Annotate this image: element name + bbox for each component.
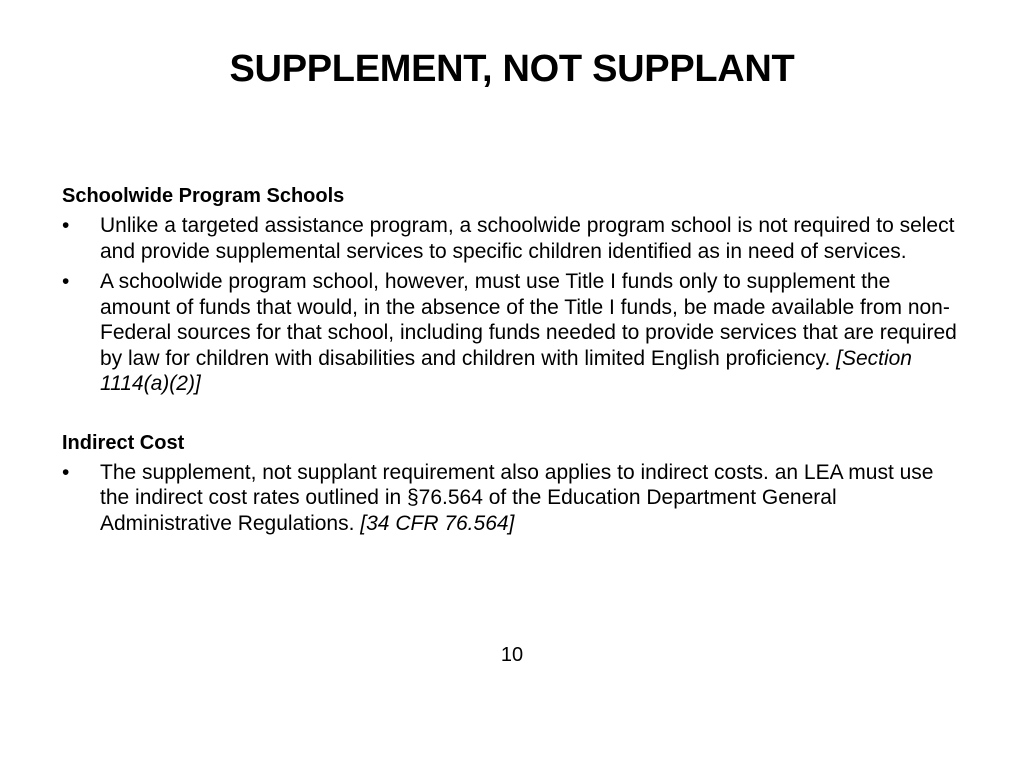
section-heading: Schoolwide Program Schools: [62, 185, 345, 207]
citation: [Section 1114(a)(2)]: [100, 346, 912, 395]
list-item: [62, 213, 962, 264]
section-heading: Indirect Cost: [62, 431, 185, 454]
bullet-icon: •: [62, 460, 70, 484]
bullet-icon: •: [62, 270, 70, 293]
page-number: 10: [500, 644, 524, 666]
section-spacer: [62, 402, 962, 430]
section-schoolwide-program: [62, 183, 962, 397]
slide-title: SUPPLEMENT, NOT SUPPLANT: [229, 48, 795, 90]
bullet-list: [62, 460, 962, 537]
bullet-list: [62, 213, 962, 397]
citation: [34 CFR 76.564]: [360, 511, 515, 535]
list-item: [62, 460, 962, 537]
section-indirect-cost: [62, 430, 962, 537]
slide-content: [62, 183, 962, 541]
bullet-text: Unlike a targeted assistance program, a schoolwide program school is not required to select and provide supplemental services to specific children identified as in need of services.: [100, 214, 955, 263]
bullet-icon: •: [62, 214, 70, 237]
list-item: [62, 269, 962, 397]
bullet-text: A schoolwide program school, however, must use Title I funds only to supplement the amount of funds that would, in the absence of the Title I funds, be made available from non-Federal sources for that school, including funds needed to provide services that are required by law for children with disabilities and children with limited English proficiency.: [100, 270, 957, 370]
bullet-text: The supplement, not supplant requirement also applies to indirect costs. an LEA must use the indirect cost rates outlined in §76.564 of the Education Department General Administrative Regulations.: [100, 460, 934, 535]
